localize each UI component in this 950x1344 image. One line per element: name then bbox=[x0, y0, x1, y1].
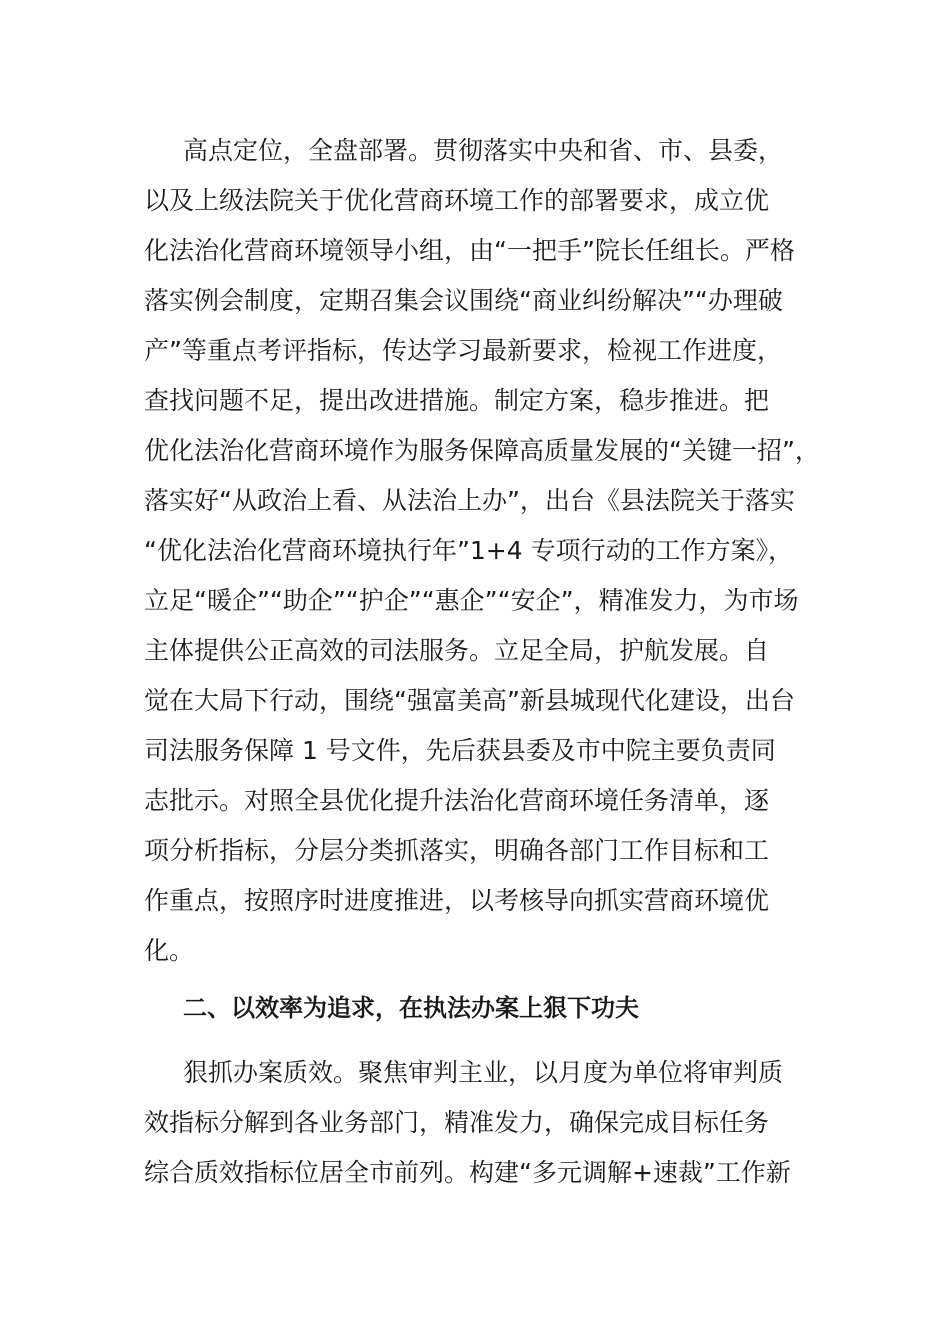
paragraph-line: 志批示。对照全县优化提升法治化营商环境任务清单，逐 bbox=[144, 786, 770, 815]
paragraph-line: 落实例会制度，定期召集会议围绕“商业纠纷解决”“办理破 bbox=[144, 286, 783, 315]
paragraph-line: 综合质效指标位居全市前列。构建“多元调解+速裁”工作新 bbox=[144, 1158, 791, 1187]
section-heading: 二、以效率为追求，在执法办案上狠下功夫 bbox=[183, 994, 639, 1022]
paragraph-line: 化。 bbox=[144, 936, 195, 965]
paragraph-line: 优化法治化营商环境作为服务保障高质量发展的“关键一招”， bbox=[144, 436, 820, 465]
paragraph-line: 查找问题不足，提出改进措施。制定方案，稳步推进。把 bbox=[144, 386, 770, 415]
paragraph-line: 以及上级法院关于优化营商环境工作的部署要求，成立优 bbox=[144, 186, 770, 215]
paragraph-line: 产”等重点考评指标，传达学习最新要求，检视工作进度， bbox=[144, 336, 782, 365]
paragraph-line: 化法治化营商环境领导小组，由“一把手”院长任组长。严格 bbox=[144, 236, 795, 265]
paragraph-line: 司法服务保障 1 号文件，先后获县委及市中院主要负责同 bbox=[144, 736, 776, 765]
paragraph-line: 立足“暖企”“助企”“护企”“惠企”“安企”，精准发力，为市场 bbox=[144, 586, 799, 615]
paragraph-line: 效指标分解到各业务部门，精准发力，确保完成目标任务 bbox=[144, 1108, 770, 1137]
paragraph-line: 觉在大局下行动，围绕“强富美高”新县城现代化建设，出台 bbox=[144, 686, 795, 715]
paragraph-line: 项分析指标，分层分类抓落实，明确各部门工作目标和工 bbox=[144, 836, 770, 865]
paragraph-line: 高点定位，全盘部署。贯彻落实中央和省、市、县委， bbox=[183, 136, 784, 165]
paragraph-line: 狠抓办案质效。聚焦审判主业，以月度为单位将审判质 bbox=[183, 1058, 784, 1087]
paragraph-line: 作重点，按照序时进度推进，以考核导向抓实营商环境优 bbox=[144, 886, 770, 915]
paragraph-line: 落实好“从政治上看、从法治上办”，出台《县法院关于落实 bbox=[144, 486, 795, 515]
paragraph-line: 主体提供公正高效的司法服务。立足全局，护航发展。自 bbox=[144, 636, 770, 665]
paragraph-line: “优化法治化营商环境执行年”1+4 专项行动的工作方案》， bbox=[144, 536, 794, 565]
